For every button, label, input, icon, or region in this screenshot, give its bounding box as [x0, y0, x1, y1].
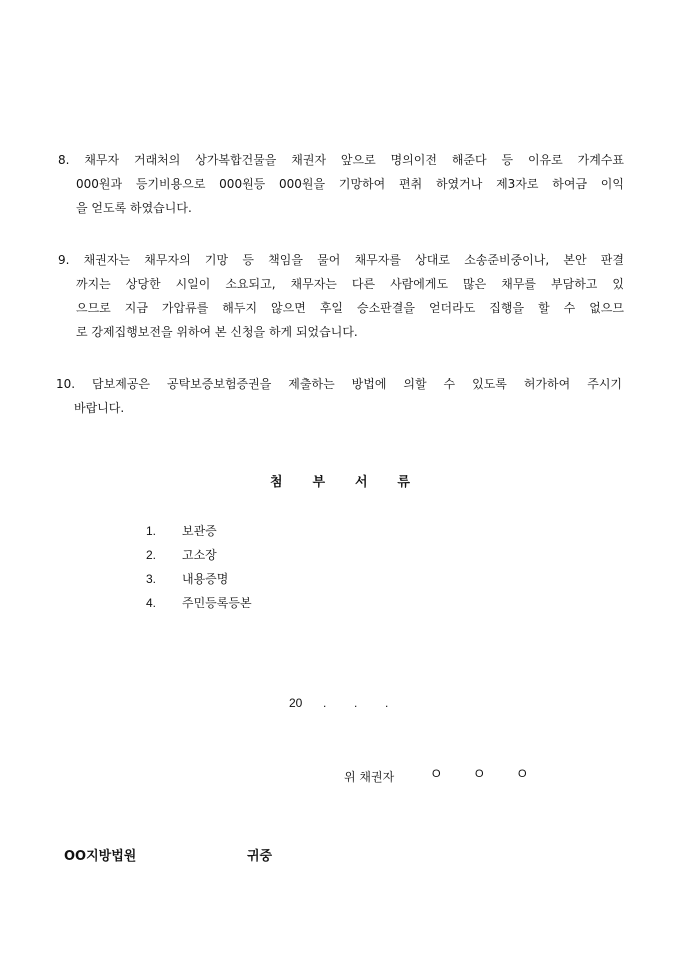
list-item [146, 519, 252, 543]
attachments-list [146, 519, 252, 615]
list-item [146, 591, 252, 615]
date-separator: . [354, 696, 358, 710]
paragraph-8 [58, 148, 624, 220]
court-suffix: 귀중 [247, 849, 273, 864]
list-item-label: 보관증 [182, 524, 217, 538]
date-separator: . [323, 696, 327, 710]
list-item-label: 고소장 [182, 548, 217, 562]
list-item [146, 567, 252, 591]
court-name: OO지방법원 [64, 849, 137, 864]
paragraph-line: 10. 담보제공은 공탁보증보험증권을 제출하는 방법에 의할 수 있도록 허가하여 주시기 [56, 377, 622, 391]
list-item [146, 543, 252, 567]
signer-name-mark: O [475, 768, 484, 780]
signer-line [344, 768, 561, 785]
paragraph-10 [56, 372, 622, 420]
list-item-label: 주민등록등본 [182, 596, 252, 610]
signer-name-mark: O [518, 768, 527, 780]
list-item-number: 4. [146, 596, 157, 610]
list-item-number: 1. [146, 524, 157, 538]
document-date [289, 696, 416, 710]
signer-role: 위 채권자 [344, 770, 395, 784]
paragraph-line: 을 얻도록 하였습니다. [76, 201, 192, 215]
paragraph-line: 까지는 상당한 시일이 소요되고, 채무자는 다른 사람에게도 많은 채무를 부담하고 있 [76, 277, 624, 291]
paragraph-line: 으므로 지금 가압류를 해두지 않으면 후일 승소판결을 얻더라도 집행을 할 수 없으므 [76, 301, 624, 315]
title-char: 부 [312, 475, 326, 490]
attachments-title [270, 471, 410, 490]
paragraph-line: 바랍니다. [74, 401, 125, 415]
signer-name-mark: O [432, 768, 441, 780]
list-item-number: 2. [146, 548, 157, 562]
title-char: 첨 [270, 475, 283, 490]
paragraph-line: 9. 채권자는 채무자의 기망 등 책임을 물어 채무자를 상대로 소송준비중이나, 본안 판결 [58, 253, 624, 267]
title-char: 류 [397, 475, 410, 490]
paragraph-line: 로 강제집행보전을 위하여 본 신청을 하게 되었습니다. [76, 325, 358, 339]
paragraph-line: 000원과 등기비용으로 000원등 000원을 기망하여 편취 하였거나 제3자로 하여금 이익 [76, 177, 624, 191]
date-separator: . [385, 696, 389, 710]
paragraph-9 [58, 248, 624, 344]
list-item-number: 3. [146, 572, 157, 586]
paragraph-line: 8. 채무자 거래처의 상가복합건물을 채권자 앞으로 명의이전 해준다 등 이유로 가계수표 [58, 153, 624, 167]
date-year: 20 [289, 696, 303, 710]
title-char: 서 [354, 475, 368, 490]
list-item-label: 내용증명 [182, 572, 229, 586]
